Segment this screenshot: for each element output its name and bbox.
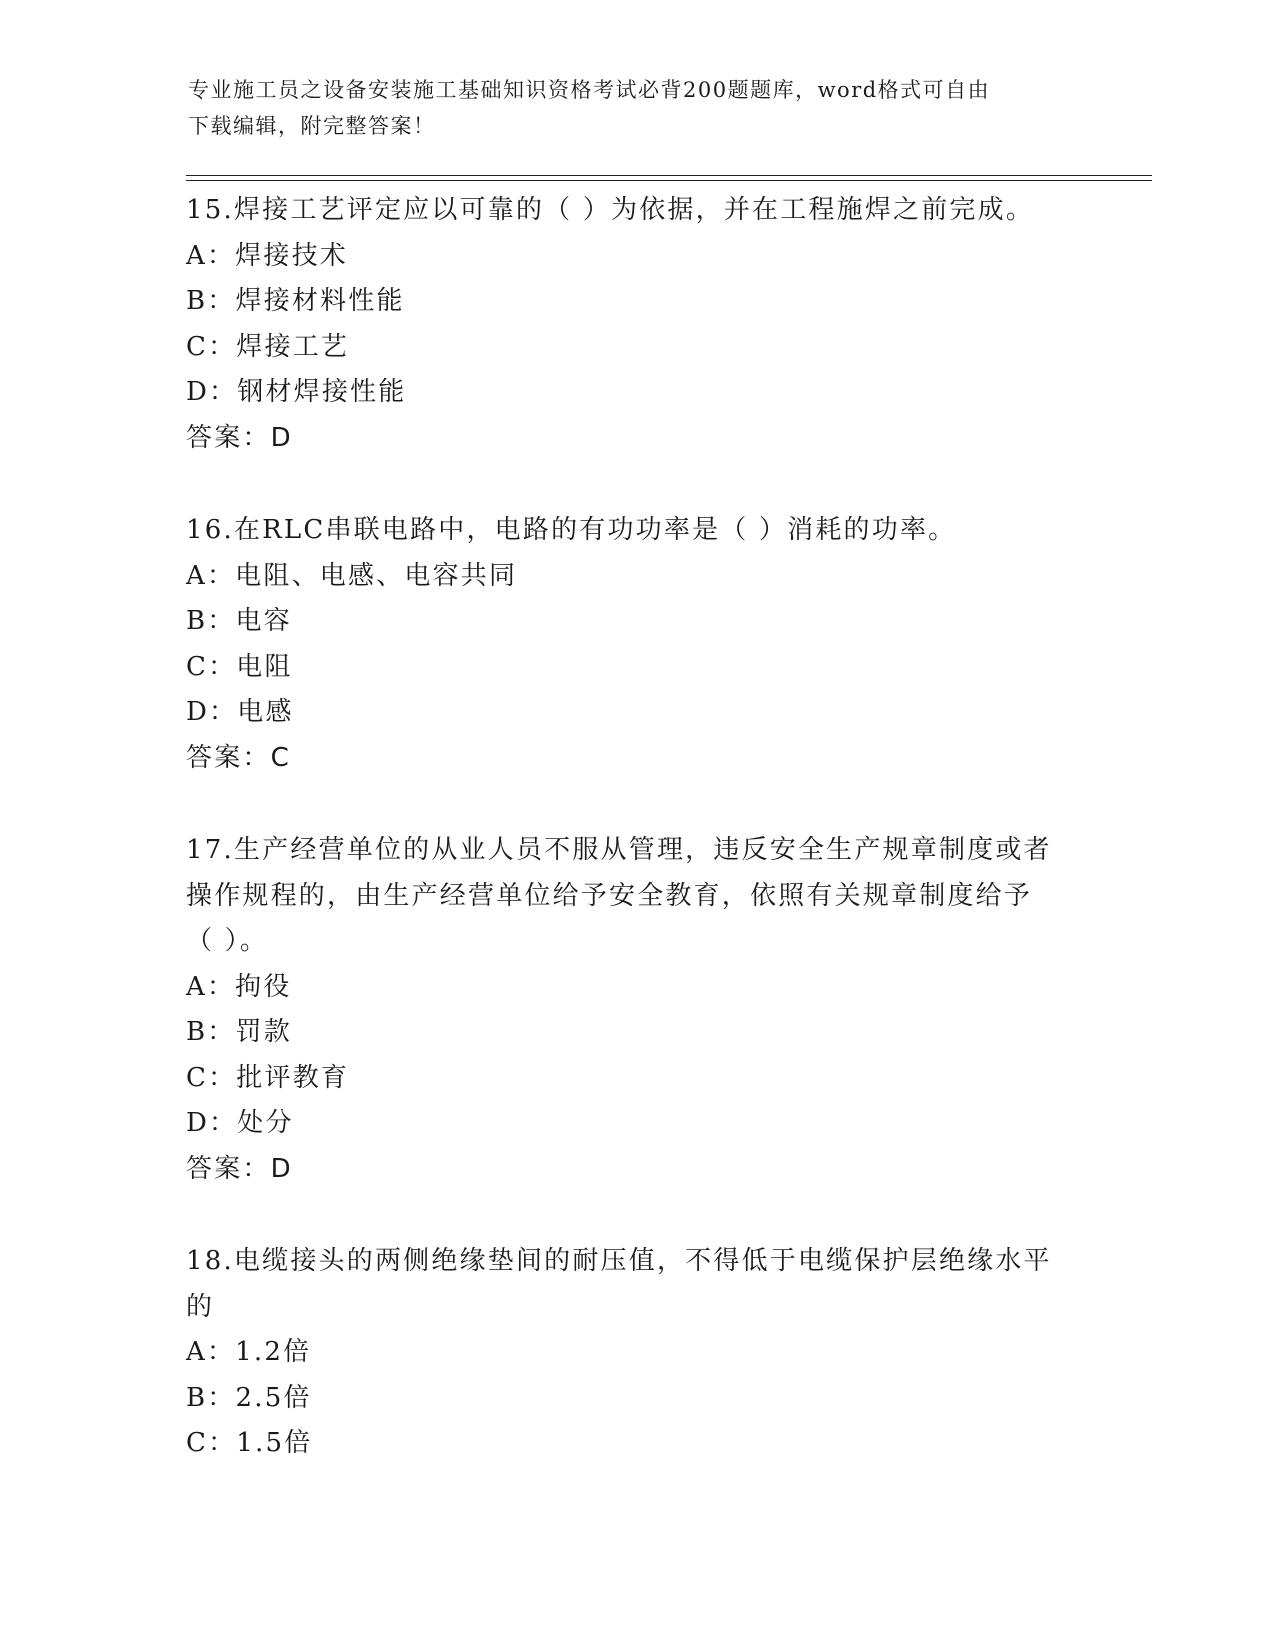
option-c: C：焊接工艺	[186, 331, 350, 362]
question-17	[186, 828, 1086, 1192]
spacer	[186, 461, 1086, 508]
header-rule-bottom	[186, 180, 1152, 181]
question-text: 16.在RLC串联电路中，电路的有功功率是（ ）消耗的功率。	[186, 515, 957, 545]
header-line-1: 专业施工员之设备安装施工基础知识资格考试必背200题题库，word格式可自由	[188, 78, 991, 102]
option-c: C：电阻	[186, 651, 293, 682]
question-text-line: 18.电缆接头的两侧绝缘垫间的耐压值，不得低于电缆保护层绝缘水平	[186, 1246, 1052, 1276]
option-a: A：1.2倍	[186, 1337, 312, 1367]
option-a: A：电阻、电感、电容共同	[186, 560, 518, 591]
option-b: B：罚款	[186, 1017, 292, 1047]
option-a: A：拘役	[186, 971, 292, 1002]
document-header	[188, 72, 1088, 144]
answer: 答案：D	[186, 1153, 293, 1184]
spacer	[186, 781, 1086, 828]
option-b: B：焊接材料性能	[186, 286, 405, 316]
question-text-line: 操作规程的，由生产经营单位给予安全教育，依照有关规章制度给予	[186, 880, 1033, 911]
option-b: B：电容	[186, 606, 292, 636]
option-c: C：1.5倍	[186, 1428, 313, 1458]
option-d: D：电感	[186, 697, 294, 727]
option-a: A：焊接技术	[186, 240, 348, 271]
option-c: C：批评教育	[186, 1062, 350, 1093]
answer: 答案：D	[186, 422, 293, 453]
question-text-line: 17.生产经营单位的从业人员不服从管理，违反安全生产规章制度或者	[186, 835, 1052, 865]
answer: 答案：C	[186, 742, 291, 773]
question-list	[186, 188, 1086, 1467]
option-b: B：2.5倍	[186, 1382, 312, 1413]
question-15	[186, 188, 1086, 461]
option-d: D：钢材焊接性能	[186, 377, 407, 407]
header-line-2: 下载编辑，附完整答案！	[188, 114, 436, 138]
question-18	[186, 1239, 1086, 1467]
option-d: D：处分	[186, 1108, 294, 1138]
question-text-line: （ ）。	[186, 926, 269, 956]
question-text: 15.焊接工艺评定应以可靠的（ ）为依据，并在工程施焊之前完成。	[186, 195, 1035, 225]
spacer	[186, 1192, 1086, 1239]
question-text-line: 的	[186, 1291, 215, 1322]
question-16	[186, 508, 1086, 781]
header-rule-top	[186, 175, 1152, 176]
